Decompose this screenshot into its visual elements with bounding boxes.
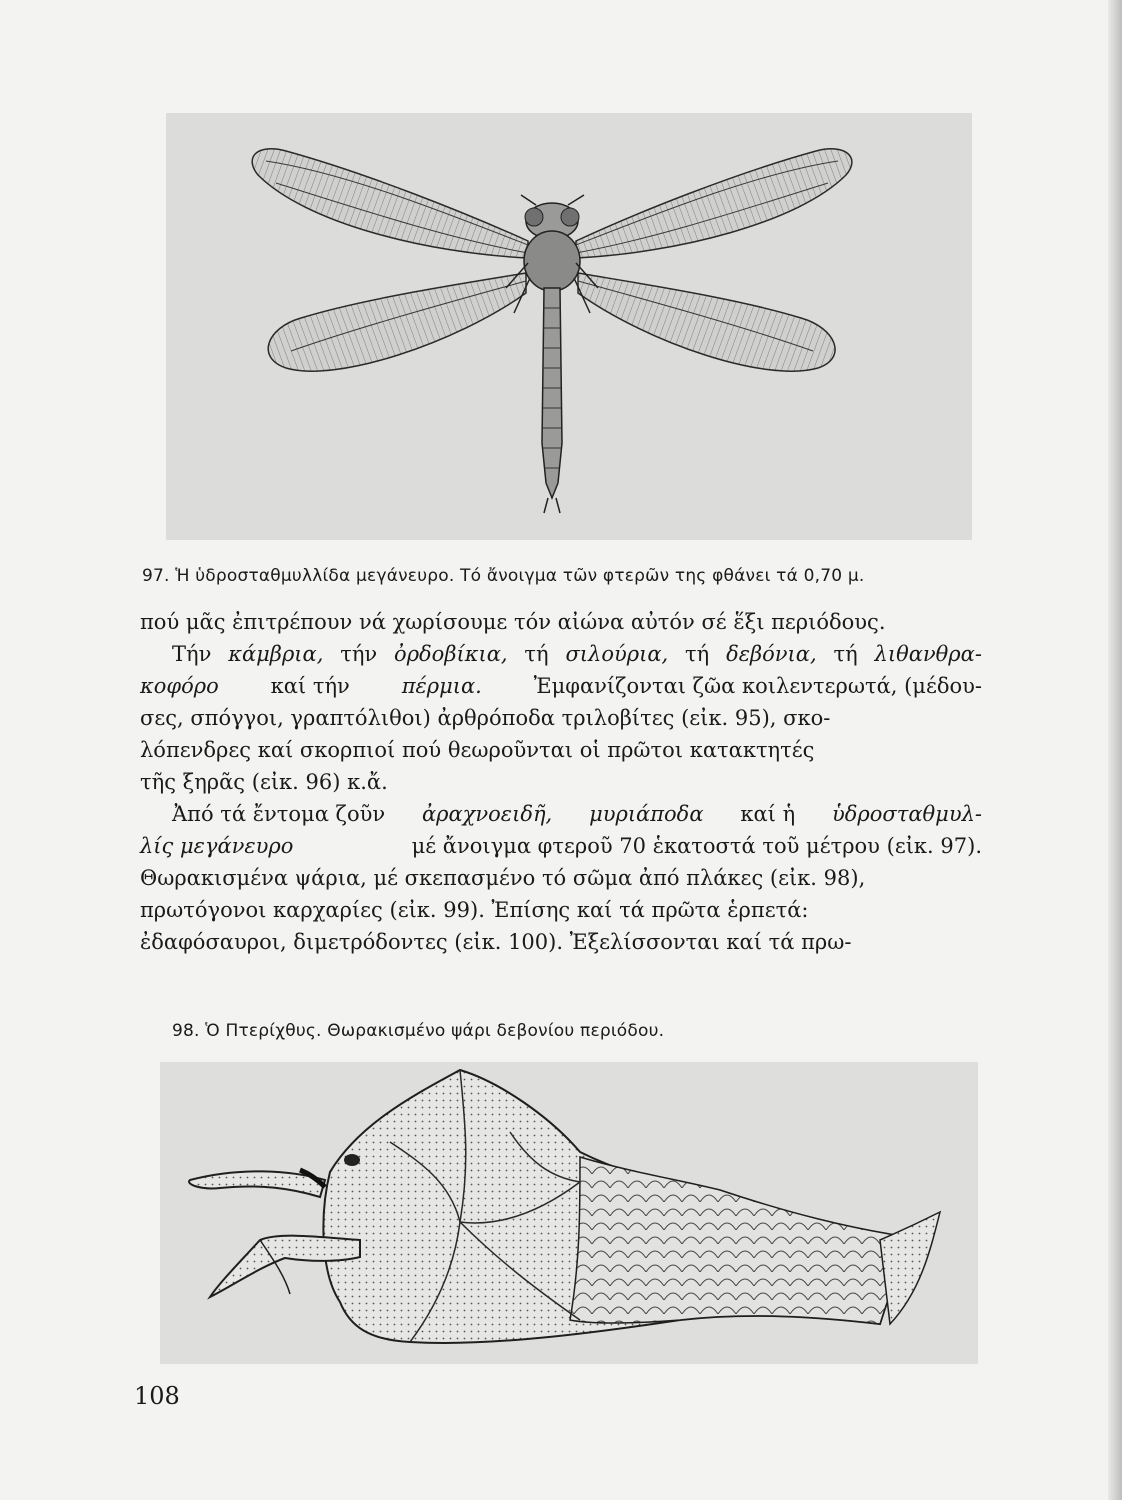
dragonfly-thorax xyxy=(524,231,580,291)
text-line xyxy=(140,702,982,734)
text-span: Τήν xyxy=(172,642,212,666)
text-span: καί ἡ xyxy=(740,802,796,826)
text-span: τή xyxy=(685,642,710,666)
text-line xyxy=(140,926,982,958)
text-span: Ἀπό τά ἔντομα ζοῦν xyxy=(172,802,386,826)
figure-98-caption xyxy=(172,1021,664,1041)
text-line-10: πρωτόγονοι καρχαρίες (εἰκ. 99). Ἐπίσης καί τά πρῶτα ἑρπετά: xyxy=(140,898,809,922)
text-span: μέ ἄνοιγμα φτεροῦ 70 ἑκατοστά τοῦ μέτρου (εἰκ. 97). xyxy=(411,834,982,858)
figure-pterichthys xyxy=(160,1062,978,1364)
upper-pectoral-appendage xyxy=(189,1171,325,1197)
text-span: τήν xyxy=(340,642,378,666)
tail-fin xyxy=(880,1212,940,1324)
text-span: τή xyxy=(833,642,858,666)
text-span: Ἐμφανίζονται ζῶα κοιλεντερωτά, (μέδου- xyxy=(533,674,982,698)
right-hindwing xyxy=(578,273,835,371)
figure-98-text: Ὁ Πτερίχθυς. Θωρακισμένο ψάρι δεβονίου περιόδου. xyxy=(205,1021,665,1041)
text-line xyxy=(140,766,982,798)
figure-dragonfly xyxy=(166,113,972,540)
pterichthys-illustration xyxy=(160,1062,978,1364)
body-text xyxy=(140,606,982,958)
text-span-italic: μυριάποδα xyxy=(589,802,704,826)
text-span-italic: κοφόρο xyxy=(140,674,219,698)
text-line-1: πού μᾶς ἐπιτρέπουν νά χωρίσουμε τόν αἰώνα αὐτόν σέ ἕξι περιόδους. xyxy=(140,610,886,634)
text-span-italic: κάμβρια, xyxy=(228,642,324,666)
figure-97-caption xyxy=(142,566,864,586)
text-line-6: τῆς ξηρᾶς (εἰκ. 96) κ.ἄ. xyxy=(140,770,388,794)
text-span: τή xyxy=(524,642,549,666)
dragonfly-abdomen xyxy=(542,288,562,498)
text-span-italic: ὑδροσταθμυλ- xyxy=(832,802,982,826)
text-span-italic: δεβόνια, xyxy=(726,642,817,666)
page-edge-shadow xyxy=(1108,0,1122,1500)
text-line xyxy=(140,862,982,894)
text-span: καί τήν xyxy=(270,674,350,698)
text-line-4: σες, σπόγγοι, γραπτόλιθοι) ἀρθρόποδα τριλοβίτες (εἰκ. 95), σκο- xyxy=(140,706,831,730)
fish-eye xyxy=(344,1154,360,1166)
text-line xyxy=(140,798,982,830)
page-number: 108 xyxy=(134,1382,180,1410)
text-span-italic: πέρμια. xyxy=(401,674,482,698)
text-span-italic: λίς μεγάνευρο xyxy=(140,834,294,858)
text-line xyxy=(140,606,982,638)
dragonfly-illustration xyxy=(166,113,972,540)
text-line xyxy=(140,734,982,766)
figure-98-number: 98. xyxy=(172,1021,200,1041)
text-line xyxy=(140,638,982,670)
text-line-11: ἐδαφόσαυροι, διμετρόδοντες (εἰκ. 100). Ἐξελίσσονται καί τά πρω- xyxy=(140,930,852,954)
left-hindwing xyxy=(268,273,526,371)
figure-97-number: 97. xyxy=(142,566,170,586)
text-span-italic: ὀρδοβίκια, xyxy=(394,642,508,666)
text-line xyxy=(140,830,982,862)
text-span-italic: ἀραχνοειδῆ, xyxy=(421,802,553,826)
text-line-5: λόπενδρες καί σκορπιοί πού θεωροῦνται οἱ πρῶτοι κατακτητές xyxy=(140,738,815,762)
left-forewing xyxy=(252,149,528,258)
text-span-italic: σιλούρια, xyxy=(565,642,669,666)
scaled-tail xyxy=(570,1157,930,1324)
text-line xyxy=(140,670,982,702)
text-line xyxy=(140,894,982,926)
text-span-italic: λιθανθρα- xyxy=(874,642,982,666)
right-forewing xyxy=(576,149,852,258)
figure-97-text: Ἡ ὑδροσταθμυλλίδα μεγάνευρο. Τό ἄνοιγμα τῶν φτερῶν της φθάνει τά 0,70 μ. xyxy=(175,566,865,586)
text-line-9: Θωρακισμένα ψάρια, μέ σκεπασμένο τό σῶμα ἀπό πλάκες (εἰκ. 98), xyxy=(140,866,866,890)
